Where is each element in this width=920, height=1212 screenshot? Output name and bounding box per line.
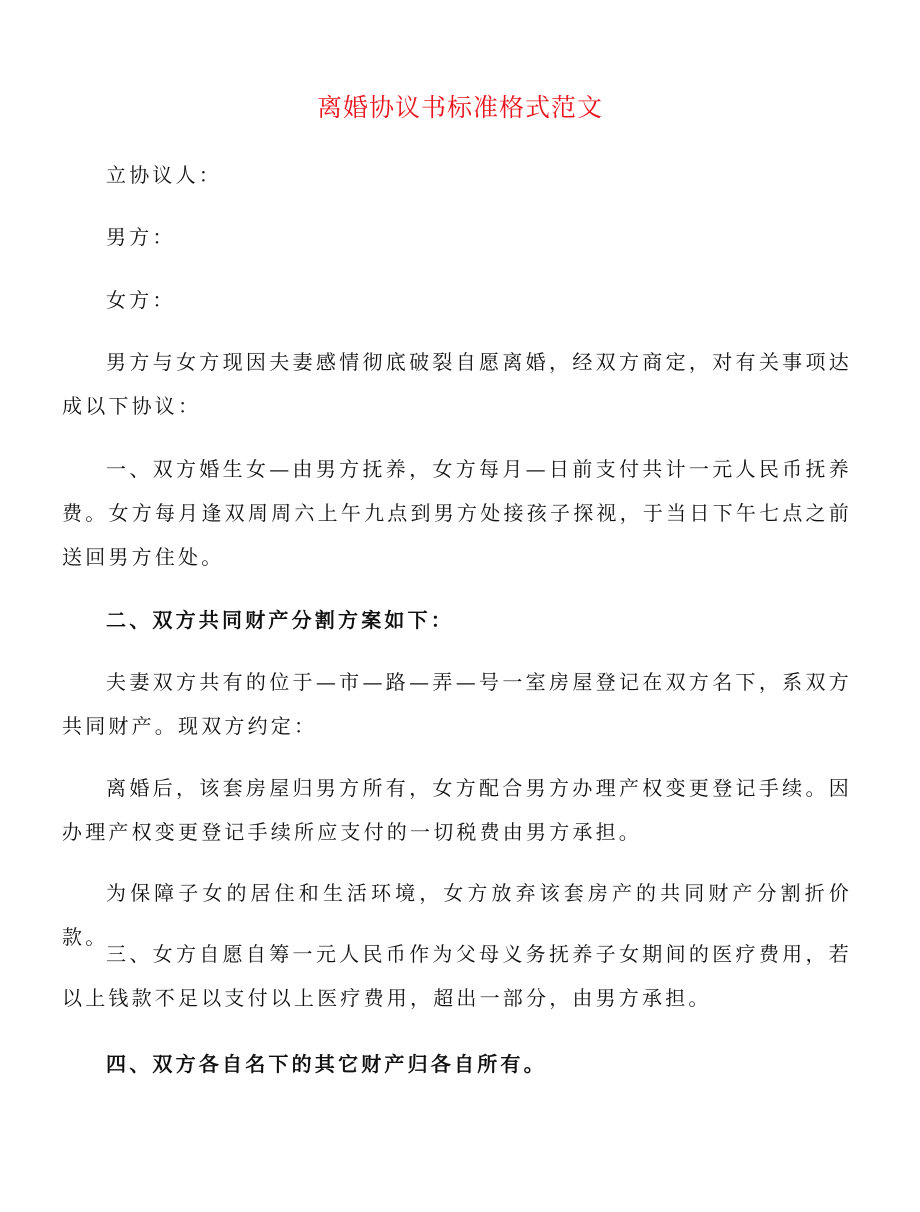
parties-label: 立协议人：: [106, 163, 222, 187]
female-party-label: 女方：: [106, 288, 176, 312]
intro-paragraph: 男方与女方现因夫妻感情彻底破裂自愿离婚，经双方商定，对有关事项达成以下协议：: [62, 350, 852, 418]
document-title: 离婚协议书标准格式范文: [316, 93, 603, 122]
clause-1-paragraph: 一、双方婚生女—由男方抚养，女方每月—日前支付共计一元人民币抚养费。女方每月逢双周周六上午九点到男方处接孩子探视，于当日下午七点之前送回男方住处。: [62, 457, 852, 569]
clause-2-heading: 二、双方共同财产分割方案如下：: [106, 608, 454, 632]
clause-2-after-divorce-paragraph: 离婚后，该套房屋归男方所有，女方配合男方办理产权变更登记手续。因办理产权变更登记手续所应支付的一切税费由男方承担。: [62, 776, 852, 844]
clause-2-property-paragraph: 夫妻双方共有的位于—市—路—弄—号一室房屋登记在双方名下，系双方共同财产。现双方约定：: [62, 670, 852, 738]
male-party-label: 男方：: [106, 225, 176, 249]
clause-3-paragraph: 三、女方自愿自筹一元人民币作为父母义务抚养子女期间的医疗费用，若以上钱款不足以支付以上医疗费用，超出一部分，由男方承担。: [62, 942, 852, 1010]
clause-4-paragraph: 四、双方各自名下的其它财产归各自所有。: [106, 1052, 547, 1076]
clause-2-waiver-paragraph: 为保障子女的居住和生活环境，女方放弃该套房产的共同财产分割折价款。: [62, 881, 852, 949]
